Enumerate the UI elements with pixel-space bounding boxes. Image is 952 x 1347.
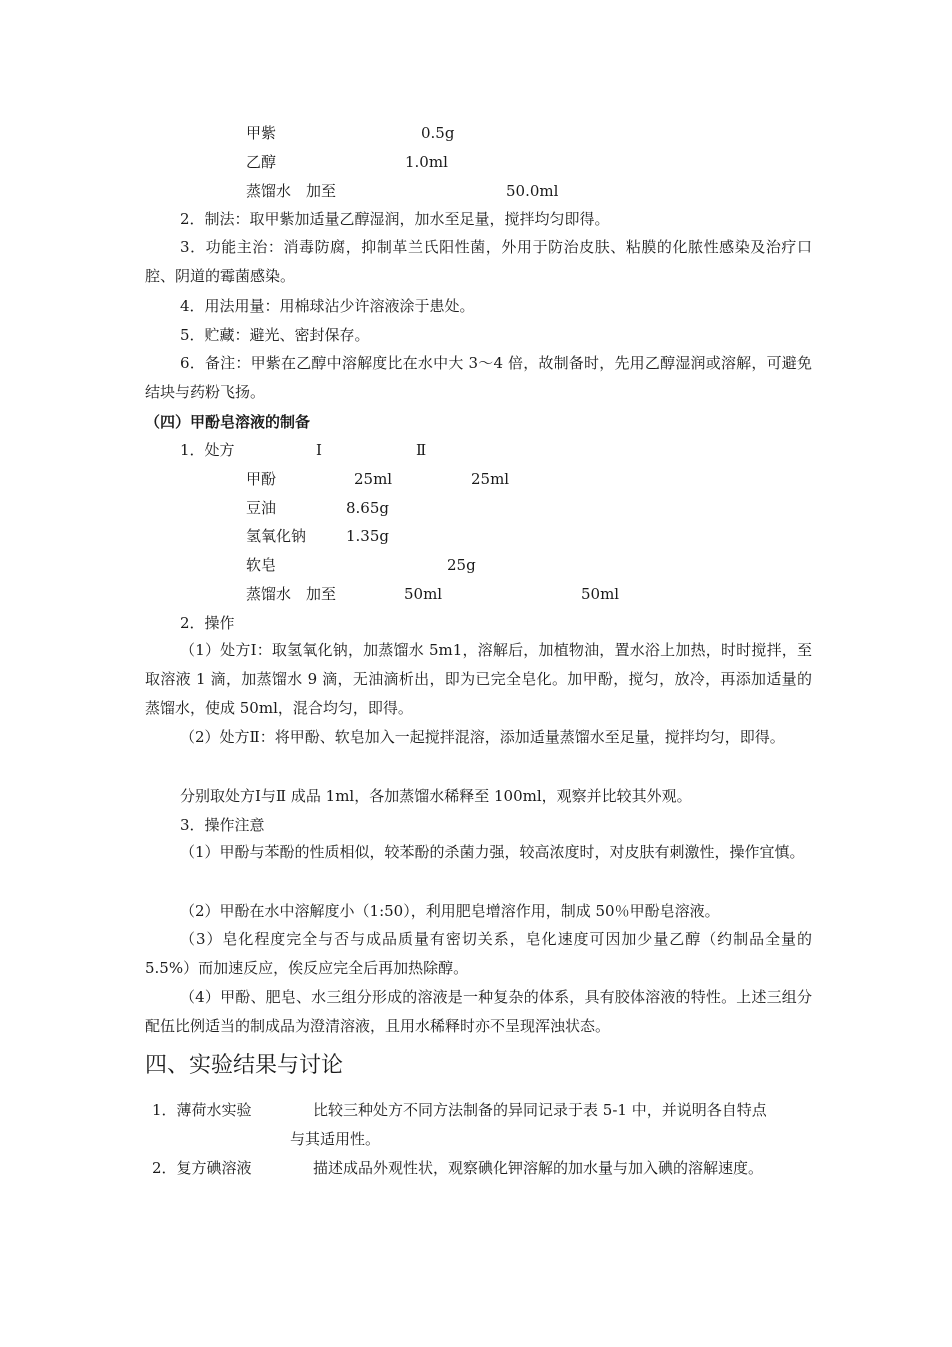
remark-paragraph: 6．备注：甲紫在乙醇中溶解度比在水中大 3～4 倍，故制备时，先用乙醇湿润或溶解，可避免结块与药粉飞扬。 bbox=[145, 354, 812, 401]
formula-amount: 1.0ml bbox=[405, 153, 448, 171]
ingredient-name: 甲酚 bbox=[246, 470, 277, 488]
usage-paragraph: 4．用法用量：用棉球沾少许溶液涂于患处。 bbox=[180, 297, 475, 315]
ingredient-name: 蒸馏水 加至 bbox=[246, 585, 337, 603]
storage-paragraph: 5．贮藏：避光、密封保存。 bbox=[180, 326, 370, 344]
operation-paragraph-2: （2）处方Ⅱ：将甲酚、软皂加入一起搅拌混溶，添加适量蒸馏水至足量，搅拌均匀，即得。 bbox=[180, 728, 785, 746]
results-heading: 四、实验结果与讨论 bbox=[145, 1053, 344, 1078]
formula-name: 蒸馏水 加至 bbox=[246, 182, 337, 200]
ingredient-value-1: 8.65g bbox=[346, 499, 390, 517]
ingredient-value-2: 25g bbox=[447, 556, 476, 574]
formula-name: 甲紫 bbox=[246, 124, 277, 142]
note-paragraph-4: （4）甲酚、肥皂、水三组分形成的溶液是一种复杂的体系，具有胶体溶液的特性。上述三组分配伍比例适当的制成品为澄清溶液，且用水稀释时亦不呈现浑浊状态。 bbox=[145, 988, 812, 1035]
result-item-text: 比较三种处方不同方法制备的异同记录于表 5-1 中，并说明各自特点 bbox=[313, 1101, 767, 1119]
result-item-label: 1．薄荷水实验 bbox=[152, 1101, 252, 1119]
ingredient-value-1: 50ml bbox=[404, 585, 443, 603]
operation-paragraph-1: （1）处方Ⅰ：取氢氧化钠，加蒸馏水 5m1，溶解后，加植物油，置水浴上加热，时时搅拌，至取溶液 1 滴，加蒸馏水 9 滴，无油滴析出，即为已完全皂化。加甲酚，搅匀，放冷，再添加适量的蒸馏水，使成 50ml，混合均匀，即得。 bbox=[145, 641, 812, 717]
ingredient-name: 氢氧化钠 bbox=[246, 527, 307, 545]
section-heading: （四）甲酚皂溶液的制备 bbox=[145, 413, 311, 431]
note-paragraph-1: （1）甲酚与苯酚的性质相似，较苯酚的杀菌力强，较高浓度时，对皮肤有刺激性，操作宜慎。 bbox=[180, 843, 805, 861]
ingredient-value-2: 50ml bbox=[581, 585, 620, 603]
function-paragraph: 3．功能主治：消毒防腐，抑制革兰氏阳性菌，外用于防治皮肤、粘膜的化脓性感染及治疗口腔、阴道的霉菌感染。 bbox=[145, 238, 812, 285]
ingredient-value-1: 1.35g bbox=[346, 527, 390, 545]
column-header-1: Ⅰ bbox=[316, 441, 322, 459]
notes-label: 3．操作注意 bbox=[180, 816, 265, 834]
operation-label: 2．操作 bbox=[180, 614, 235, 632]
result-item-label: 2．复方碘溶液 bbox=[152, 1159, 252, 1177]
result-item-text: 描述成品外观性状，观察碘化钾溶解的加水量与加入碘的溶解速度。 bbox=[313, 1159, 764, 1177]
result-item-text: 与其适用性。 bbox=[290, 1130, 381, 1148]
formula-amount: 50.0ml bbox=[506, 182, 559, 200]
note-paragraph-3: （3）皂化程度完全与否与成品质量有密切关系，皂化速度可因加少量乙醇（约制品全量的 5.5%）而加速反应，俟反应完全后再加热除醇。 bbox=[145, 930, 812, 977]
operation-paragraph-3: 分别取处方Ⅰ与Ⅱ 成品 1ml，各加蒸馏水稀释至 100ml，观察并比较其外观。 bbox=[180, 787, 692, 805]
formula-amount: 0.5g bbox=[421, 124, 455, 142]
prescription-label: 1．处方 bbox=[180, 441, 235, 459]
note-paragraph-2: （2）甲酚在水中溶解度小（1:50），利用肥皂增溶作用，制成 50％甲酚皂溶液。 bbox=[180, 902, 720, 920]
ingredient-name: 软皂 bbox=[246, 556, 277, 574]
formula-name: 乙醇 bbox=[246, 153, 277, 171]
ingredient-value-1: 25ml bbox=[354, 470, 393, 488]
ingredient-value-2: 25ml bbox=[471, 470, 510, 488]
ingredient-name: 豆油 bbox=[246, 499, 277, 517]
method-paragraph: 2．制法：取甲紫加适量乙醇湿润，加水至足量，搅拌均匀即得。 bbox=[180, 210, 610, 228]
column-header-2: Ⅱ bbox=[416, 441, 427, 459]
